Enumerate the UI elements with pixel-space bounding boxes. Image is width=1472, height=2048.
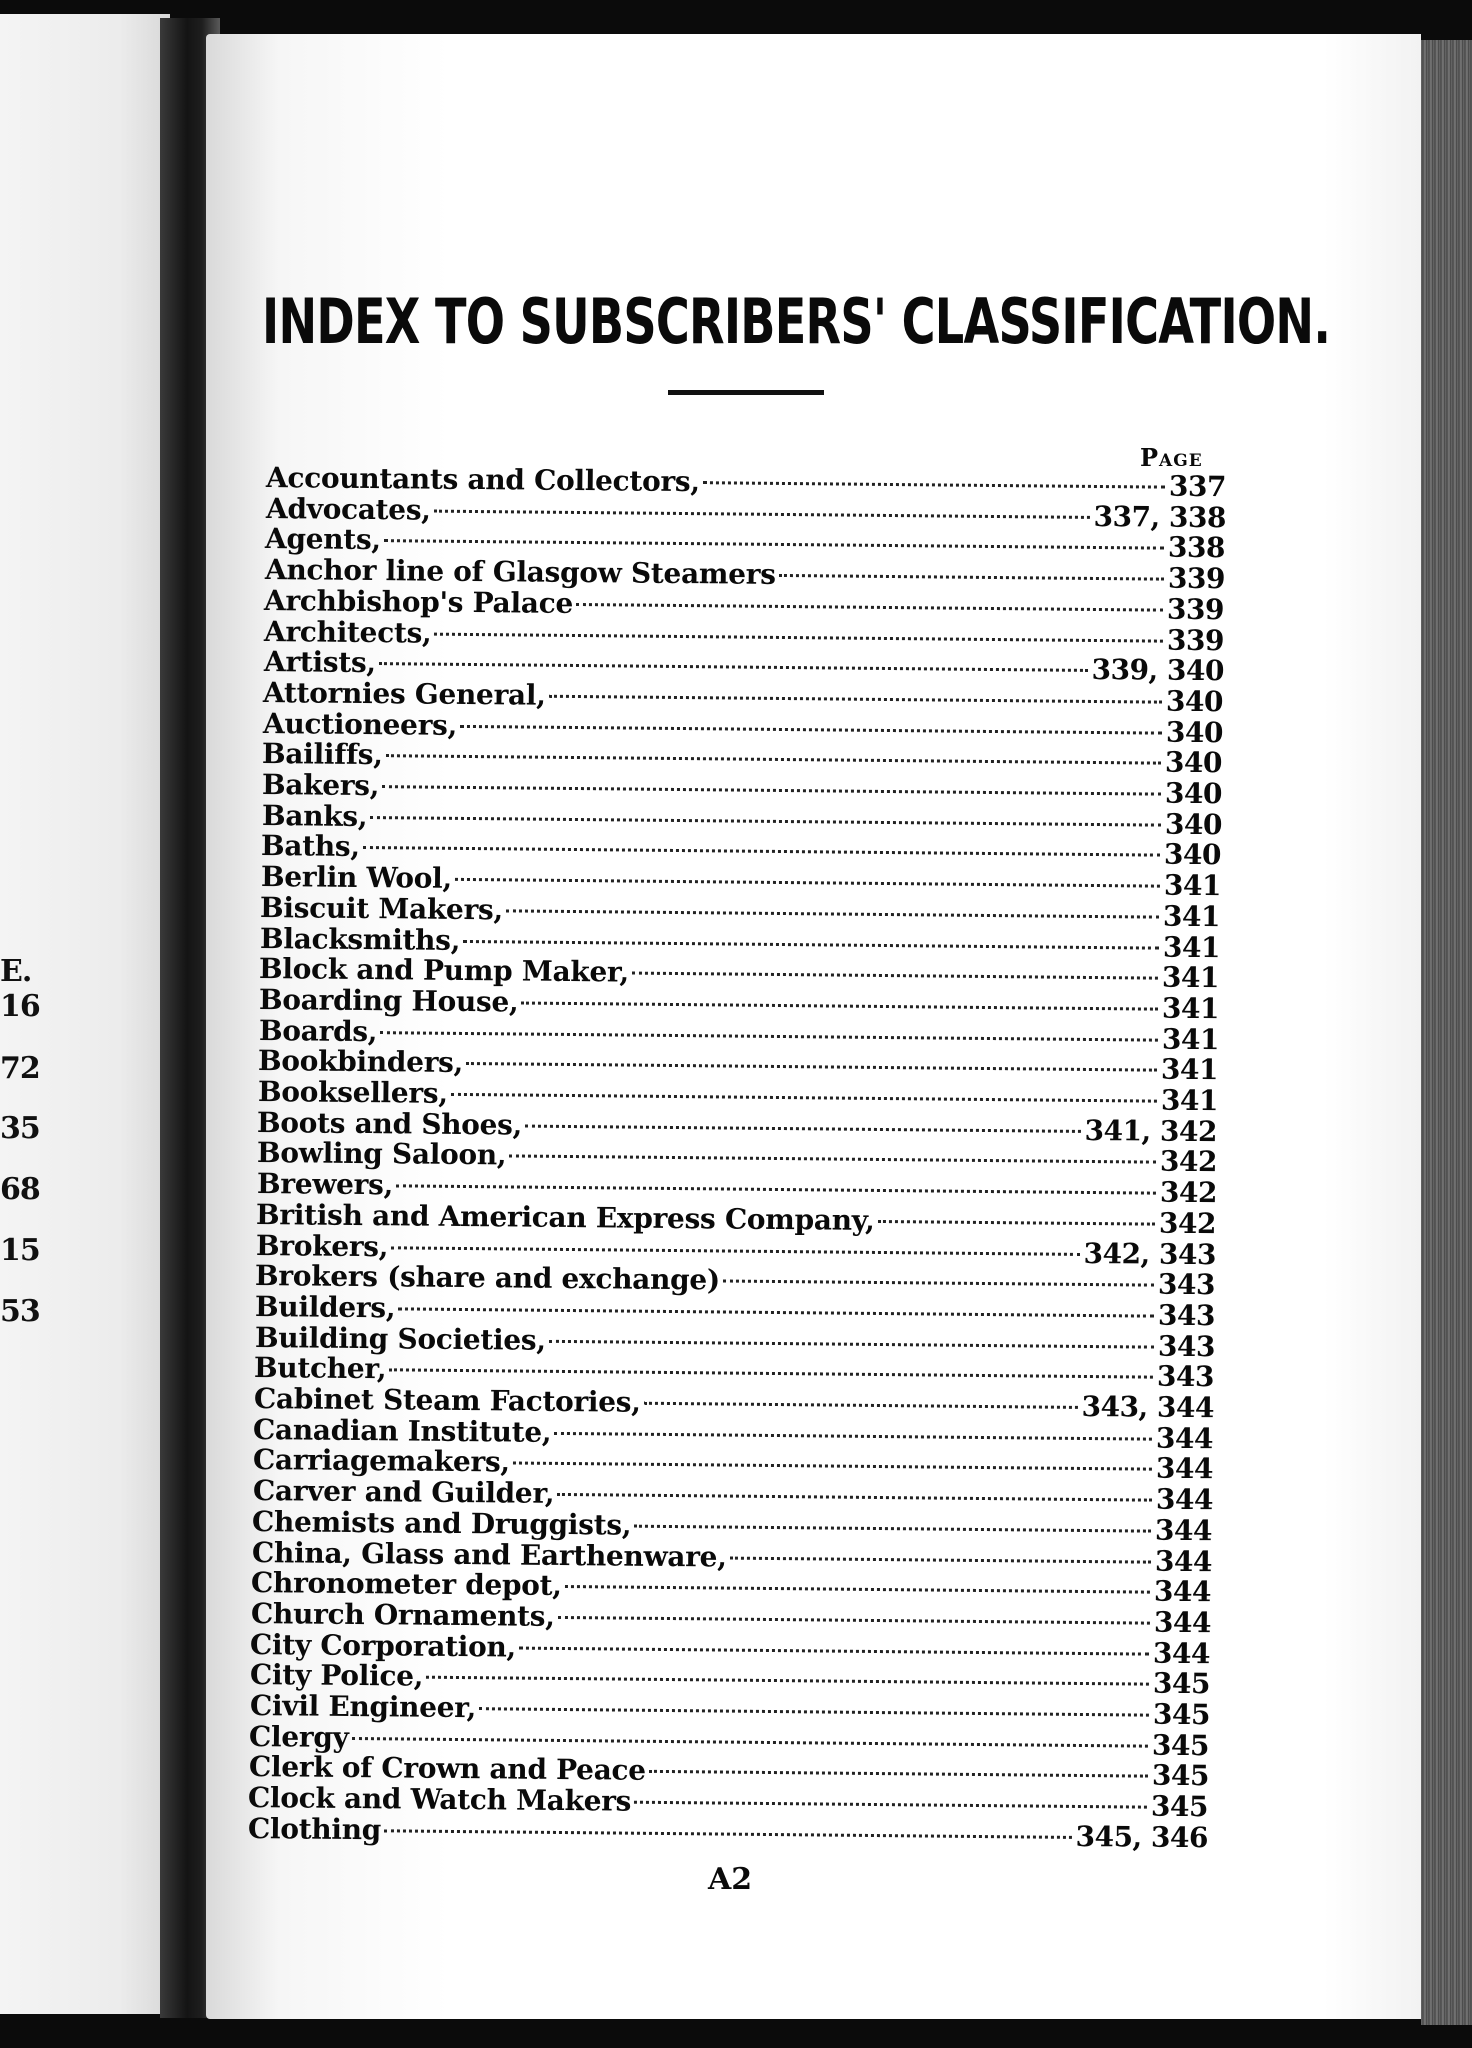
entry-page-number: 344 [1153,1605,1211,1640]
entry-page-number: 342, 343 [1083,1236,1216,1271]
entry-page-number: 345 [1152,1697,1210,1732]
entry-name: Clothing [247,1811,382,1847]
entry-name: Boards, [258,1013,378,1048]
dot-leader [548,1339,1153,1348]
entry-name: Church Ornaments, [250,1596,555,1633]
entry-page-number: 345 [1151,1759,1209,1793]
entry-name: Brokers, [255,1228,389,1263]
dot-leader [389,1369,1153,1379]
dot-leader [557,1493,1152,1502]
dot-leader [723,1280,1154,1287]
entry-name: Carver and Guilder, [252,1474,554,1510]
entry-name: Advocates, [265,491,431,527]
page-title: INDEX TO SUBSCRIBERS' CLASSIFICATION. [262,285,1331,358]
entry-name: British and American Express Company, [256,1197,875,1237]
entry-page-number: 344 [1154,1513,1213,1548]
entry-name: Brewers, [256,1167,393,1202]
entry-name: Cabinet Steam Factories, [253,1382,641,1419]
dot-leader [352,1737,1148,1748]
page-column-header: Page [1140,443,1203,472]
dot-leader [479,1707,1149,1716]
left-page-fragment: 72 [0,1051,40,1086]
dot-leader [382,785,1161,795]
entry-name: City Police, [249,1658,424,1693]
dot-leader [525,1124,1081,1132]
dot-leader [460,724,1162,734]
dot-leader [455,878,1160,888]
dot-leader [878,1220,1156,1226]
entry-name: Builders, [254,1289,396,1325]
dot-leader [565,1585,1150,1594]
dot-leader [509,1155,1156,1164]
dot-leader [466,1062,1157,1072]
entry-name: Bakers, [261,768,380,803]
entry-name: Butcher, [253,1351,387,1386]
dot-leader [558,1616,1150,1625]
entry-page-number: 344 [1154,1544,1212,1578]
left-page-fragment: E. [0,954,32,989]
entry-page-number: 342 [1159,1145,1218,1179]
dot-leader [576,603,1163,612]
signature-mark: A2 [708,1862,753,1897]
entry-page-number: 345 [1152,1728,1210,1762]
dot-leader [398,1307,1154,1317]
entry-page-number: 342 [1159,1206,1217,1241]
entry-page-number: 340 [1165,715,1223,749]
entry-name: Boots and Shoes, [257,1105,523,1142]
entry-name: Blacksmiths, [259,921,461,957]
entry-name: Attornies General, [262,675,546,712]
dot-leader [433,509,1089,518]
dot-leader [396,1184,1156,1194]
entry-name: China, Glass and Earthenware, [251,1535,727,1574]
entry-name: Architects, [263,614,432,650]
dot-leader [380,1031,1158,1041]
entry-page-number: 341 [1160,1083,1218,1118]
entry-page-number: 341, 342 [1084,1113,1218,1148]
entry-name: Clerk of Crown and Peace [248,1750,646,1788]
dot-leader [635,1801,1148,1809]
entry-name: Bowling Saloon, [256,1136,507,1172]
entry-name: Clock and Watch Makers [248,1781,632,1818]
dot-leader [729,1556,1150,1563]
entry-name: Booksellers, [257,1075,448,1110]
entry-name: Brokers (share and exchange) [255,1259,721,1297]
entry-page-number: 344 [1154,1574,1212,1609]
entry-name: Agents, [265,522,382,557]
dot-leader [634,1524,1151,1532]
dot-leader [513,1462,1152,1471]
dot-leader [451,1093,1157,1103]
entry-page-number: 339, 340 [1090,653,1224,688]
entry-page-number: 341 [1161,1022,1219,1056]
entry-page-number: 337, 338 [1092,499,1226,534]
dot-leader [386,754,1161,764]
dot-leader [555,1432,1153,1441]
dot-leader [703,481,1165,488]
entry-page-number: 338 [1168,531,1226,565]
entry-name: Carriagemakers, [252,1443,510,1479]
entry-name: Canadian Institute, [253,1412,552,1449]
left-page-fragment: 53 [0,1294,40,1329]
dot-leader [384,540,1164,550]
entry-name: Auctioneers, [262,706,457,742]
dot-leader [643,1402,1077,1409]
entry-page-number: 343 [1157,1329,1215,1363]
entry-page-number: 339 [1166,623,1225,657]
dot-leader [434,632,1163,642]
entry-name: Bailiffs, [262,737,384,772]
left-page-fragment: 15 [0,1233,40,1268]
dot-leader [519,1646,1149,1655]
entry-name: Banks, [261,798,367,833]
entry-name: Civil Engineer, [249,1689,476,1725]
entry-page-number: 337 [1168,469,1227,504]
dot-leader [649,1770,1148,1778]
entry-page-number: 345, 346 [1075,1819,1209,1855]
entry-page-number: 340 [1164,776,1223,811]
dot-leader [384,1829,1072,1839]
entry-page-number: 344 [1155,1452,1214,1486]
dot-leader [370,816,1161,827]
entry-name: Anchor line of Glasgow Steamers [264,553,776,591]
entry-name: Clergy [249,1719,349,1754]
entry-page-number: 340 [1164,807,1222,841]
left-page-fragment: 16 [0,989,40,1024]
entry-page-number: 341 [1163,899,1221,934]
entry-page-number: 343 [1156,1359,1215,1394]
entry-page-number: 344 [1156,1421,1214,1455]
entry-name: Building Societies, [254,1320,546,1357]
left-page-fragment: 68 [0,1172,40,1207]
entry-page-number: 344 [1155,1482,1213,1517]
entry-page-number: 339 [1167,561,1225,596]
dot-leader [506,909,1159,918]
entry-page-number: 340 [1163,838,1222,872]
entry-page-number: 344 [1153,1636,1211,1670]
entry-name: Block and Pump Maker, [259,952,630,989]
entry-page-number: 340 [1165,745,1223,780]
entry-name: Chronometer depot, [251,1566,563,1603]
entry-page-number: 345 [1151,1789,1209,1824]
entry-name: Chemists and Druggists, [251,1504,632,1542]
entry-page-number: 343 [1157,1298,1216,1333]
entry-page-number: 343, 344 [1081,1389,1214,1425]
dot-leader [426,1676,1149,1686]
dot-leader [521,1001,1158,1010]
dot-leader [378,662,1087,672]
dot-leader [778,574,1163,581]
entry-page-number: 341 [1162,930,1220,964]
dot-leader [391,1246,1079,1256]
entry-name: Biscuit Makers, [260,890,504,927]
left-page-fragment: 35 [0,1111,40,1146]
entry-name: Artists, [263,645,376,680]
dot-leader [632,972,1158,980]
entry-page-number: 343 [1158,1267,1216,1302]
entry-page-number: 341 [1161,991,1220,1026]
entry-name: Archbishop's Palace [264,583,574,620]
entry-name: Berlin Wool, [260,860,452,895]
entry-name: Bookbinders, [258,1044,464,1080]
entry-name: Baths, [260,829,361,864]
entry-name: City Corporation, [250,1627,517,1664]
dot-leader [463,939,1159,949]
entry-page-number: 342 [1159,1175,1217,1210]
dot-leader [549,695,1162,704]
entry-page-number: 339 [1167,592,1225,627]
entry-page-number: 341 [1161,1052,1219,1087]
entry-name: Accountants and Collectors, [265,461,700,499]
entry-page-number: 341 [1163,868,1221,903]
entry-page-number: 345 [1152,1666,1211,1701]
entry-page-number: 341 [1162,960,1220,995]
entry-page-number: 340 [1165,684,1224,719]
dot-leader [363,846,1160,857]
entry-name: Boarding House, [258,982,519,1019]
